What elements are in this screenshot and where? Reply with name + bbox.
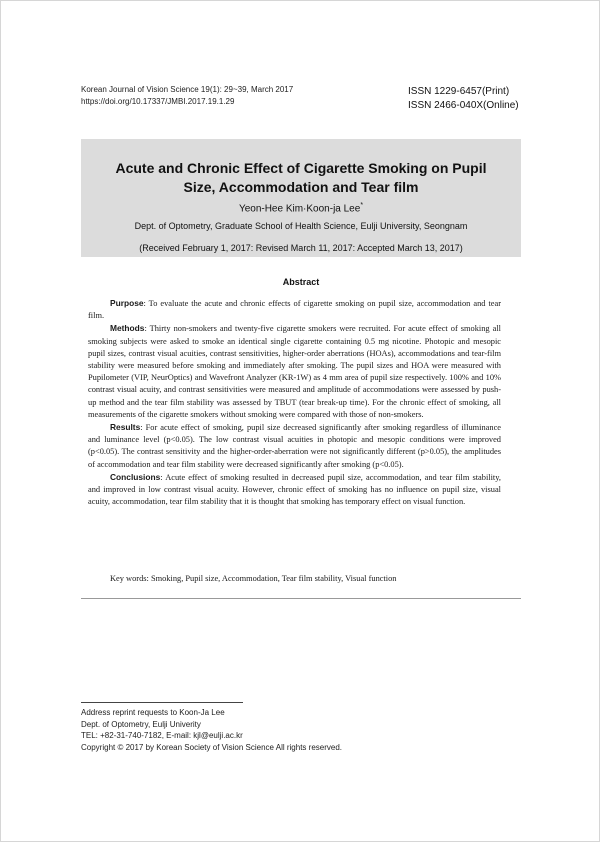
footnote-address: Address reprint requests to Koon-Ja Lee — [81, 708, 225, 717]
abstract-divider — [81, 598, 521, 599]
abstract-body — [88, 297, 501, 508]
journal-citation — [81, 84, 293, 108]
authors — [81, 199, 521, 216]
keywords: Key words: Smoking, Pupil size, Accommodation, Tear film stability, Visual function — [110, 574, 397, 583]
received-dates: (Received February 1, 2017: Revised March 11, 2017: Accepted March 13, 2017) — [139, 243, 463, 254]
conclusions-label: Conclusions — [110, 471, 161, 482]
footnote — [81, 707, 342, 753]
title-line-1: Acute and Chronic Effect of Cigarette Smoking on Pupil — [115, 160, 487, 176]
footnote-divider — [81, 702, 243, 703]
paper-title — [111, 159, 491, 197]
journal-line: Korean Journal of Vision Science 19(1): 29~39, March 2017 — [81, 85, 294, 94]
purpose-label: Purpose — [110, 298, 144, 308]
footnote-copyright: Copyright © 2017 by Korean Society of Vision Science All rights reserved. — [81, 742, 342, 752]
abstract-heading: Abstract — [282, 277, 320, 287]
conclusions-text: : Acute effect of smoking resulted in decreased pupil size, accommodation, and tear film stability, and improved in low contrast visual acuity. However, chronic effect of smoking has no influence on pupil size, visual acuity, accommodation, tear film stability that it is thought that smoking has temporary effect on visual function. — [88, 472, 501, 507]
methods-label: Methods — [110, 323, 145, 334]
methods-text: : Thirty non-smokers and twenty-five cigarette smokers were recruited. For acute effect of smoking all smoking subjects were asked to smoke an identical single cigarette containing 0.5 mg nicotine. Photopic and mesopic pupil sizes, contrast visual acuities, contrast sensitivities, higher-order aberrations (HOAs), accommodations and tear-film stability were measured before smoking and immediately after smoking. The pupil sizes and HOA were measured with Pupilometer (VIP, NeurOptics) and Wavefront Analyzer (KR-1W) as 4 mm area of pupil size respectively. 100% and 10% contrast visual acuity, and contrast sensitivities were measured and amplitude of accommodations were assessed by push-up method and the tear film stability was assessed by TBUT (tear break-up time). For the chronic effect of smoking, all measurements of the cigarette smokers without smoking were compared with those of non-smokers. — [88, 324, 501, 419]
abstract-purpose — [88, 297, 501, 322]
footnote-contact: TEL: +82-31-740-7182, E-mail: kjl@eulji.ac.kr — [81, 731, 243, 740]
title-line-2: Size, Accommodation and Tear film — [183, 179, 419, 195]
issn-block — [408, 85, 519, 113]
footnote-dept: Dept. of Optometry, Eulji Univerity — [81, 719, 201, 729]
abstract-results — [88, 421, 501, 471]
corresponding-mark: * — [360, 202, 364, 209]
abstract-conclusions — [88, 471, 501, 509]
purpose-text: : To evaluate the acute and chronic effects of cigarette smoking on pupil size, accommodation and tear film. — [88, 299, 501, 321]
affiliation: Dept. of Optometry, Graduate School of Health Science, Eulji University, Seongnam — [134, 221, 468, 232]
author-names: Yeon-Hee Kim·Koon-ja Lee — [238, 203, 361, 215]
results-text: : For acute effect of smoking, pupil size decreased significantly after smoking regardless of illuminance and luminance level (p<0.05). The low contrast visual acuities in photopic and mesopic conditions were improved (p<0.05). The contrast sensitivity and the higher-order-aberration were not significantly different (p>0.05), the amplitudes of accommodation and tear film stability were decreased significantly after smoking (p<0.05). — [88, 423, 501, 469]
doi-line[interactable]: https://doi.org/10.17337/JMBI.2017.19.1.29 — [81, 97, 235, 106]
issn-online: ISSN 2466-040X(Online) — [408, 100, 519, 111]
abstract-methods — [88, 322, 501, 421]
results-label: Results — [110, 422, 141, 433]
title-box — [81, 139, 521, 257]
issn-print: ISSN 1229-6457(Print) — [408, 86, 510, 97]
